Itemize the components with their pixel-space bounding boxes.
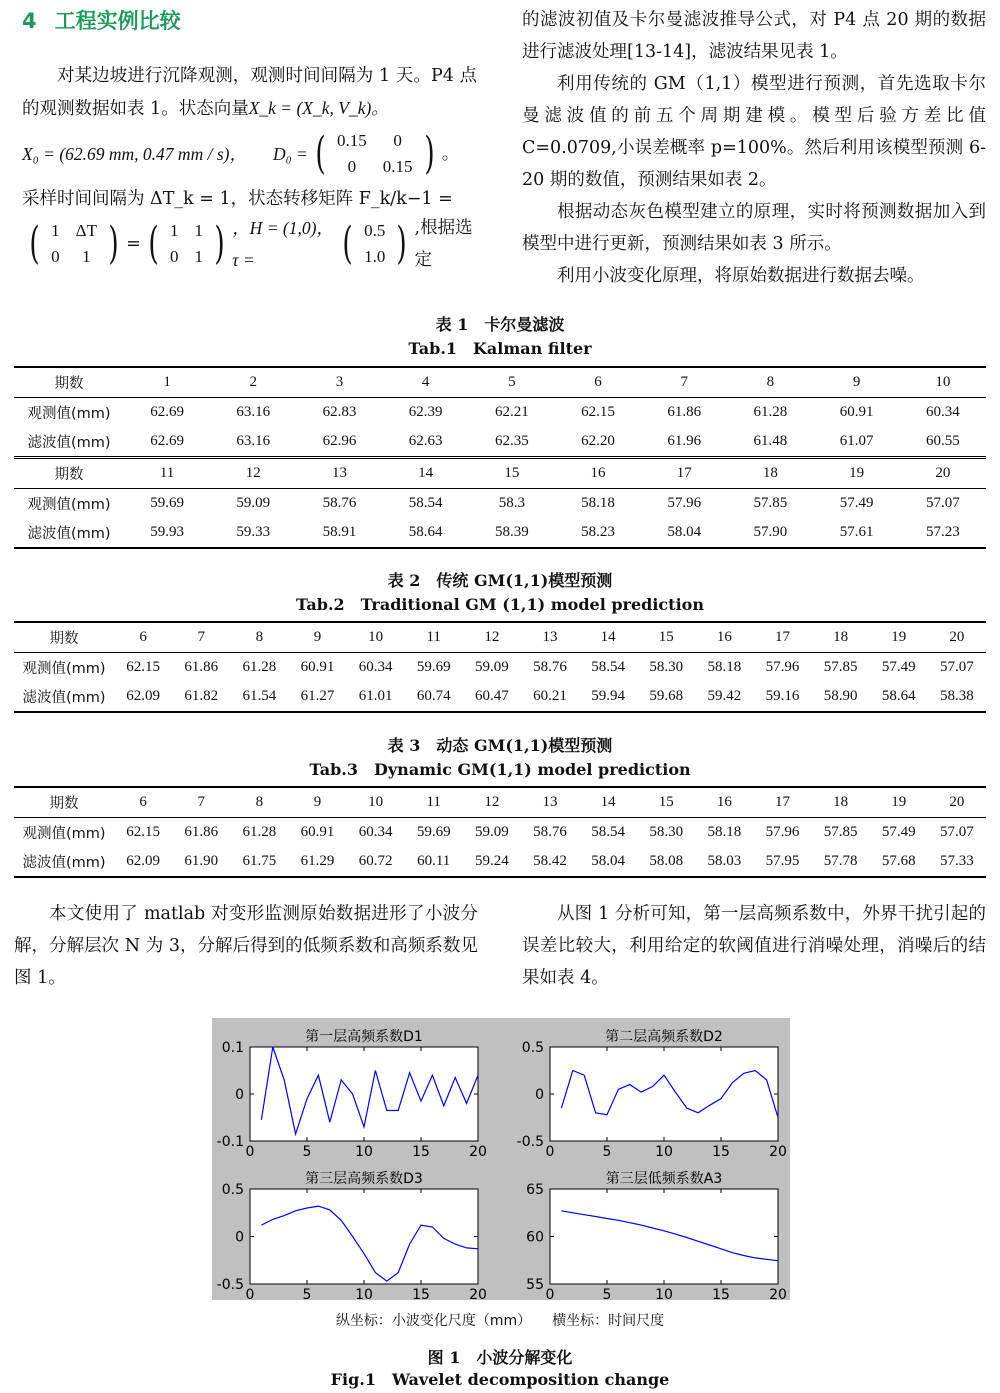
table-cell: 10 xyxy=(900,367,986,398)
table-cell: 9 xyxy=(288,787,346,818)
table-cell: 57.96 xyxy=(765,824,800,840)
table-cell: 13 xyxy=(521,622,579,653)
paragraph-wavelet: 利用小波变化原理，将原始数据进行数据去噪。 xyxy=(557,266,925,286)
figure-wavelet-panel xyxy=(212,1018,790,1300)
f-matrix-num-cell: 1 xyxy=(170,221,179,240)
row-label: 期数 xyxy=(14,787,114,818)
table-cell: 61.07 xyxy=(839,433,874,449)
table-cell: 58.76 xyxy=(533,659,567,675)
table-cell: 2 xyxy=(210,367,296,398)
y-tick-label: 0 xyxy=(235,1087,244,1103)
row-label: 观测值(mm) xyxy=(22,826,106,842)
d0-matrix-cell: 0.15 xyxy=(337,131,367,150)
table1-caption-en: Tab.1 Kalman filter xyxy=(408,339,592,358)
table2-caption-cn: 表 2 传统 GM(1,1)模型预测 xyxy=(387,571,613,590)
table-cell: 10 xyxy=(347,787,405,818)
table-cell: 13 xyxy=(296,458,382,489)
table-cell: 61.86 xyxy=(184,824,219,840)
table-cell: 61.86 xyxy=(667,404,702,420)
table-cell: 20 xyxy=(928,787,986,818)
table-cell: 57.07 xyxy=(925,495,960,511)
equation-f-h-tau: ( 1 ΔT 0 1 ) = ( 1 1 0 1 ) ，H = (1,0)，τ = ( 0.5 1.0 ) ,根据选定 xyxy=(22,215,477,273)
table-cell: 61.28 xyxy=(242,659,277,675)
row-label: 期数 xyxy=(14,622,114,653)
chart-title: 第一层高频系数D1 xyxy=(305,1029,423,1045)
table3-dynamic-gm xyxy=(14,786,986,878)
table-cell: 60.91 xyxy=(839,404,874,420)
paragraph-kalman: 的滤波初值及卡尔曼滤波推导公式，对 P4 点 20 期的数据进行滤波处理[13-14]，滤波结果见表 1。 xyxy=(522,10,986,62)
table-cell: 1 xyxy=(124,367,210,398)
table-cell: 62.20 xyxy=(581,433,615,449)
table-cell: 57.49 xyxy=(839,495,874,511)
table-cell: 58.30 xyxy=(649,659,684,675)
table-cell: 19 xyxy=(870,622,928,653)
y-tick-label: -0.1 xyxy=(216,1134,244,1150)
tau-matrix: ( 0.5 1.0 ) xyxy=(342,218,408,269)
table-cell: 59.94 xyxy=(579,682,637,712)
row-label: 滤波值(mm) xyxy=(27,435,111,451)
table-cell: 62.09 xyxy=(114,847,172,877)
table-cell: 20 xyxy=(928,622,986,653)
f-matrix-num-cell: 1 xyxy=(194,221,204,240)
table-cell: 61.27 xyxy=(288,682,346,712)
table-cell: 60.91 xyxy=(300,659,335,675)
row-label: 观测值(mm) xyxy=(22,661,106,677)
y-tick-label: 55 xyxy=(526,1277,544,1293)
table-cell: 57.96 xyxy=(765,659,800,675)
table-cell: 57.85 xyxy=(823,824,858,840)
table-cell: 8 xyxy=(230,622,288,653)
x-tick-label: 0 xyxy=(545,1287,555,1300)
table-cell: 57.68 xyxy=(870,847,928,877)
table1-caption-cn: 表 1 卡尔曼滤波 xyxy=(435,315,565,334)
table-cell: 61.28 xyxy=(753,404,788,420)
table-cell: 58.03 xyxy=(695,847,753,877)
table-cell: 61.54 xyxy=(230,682,288,712)
table-cell: 17 xyxy=(641,458,727,489)
table-cell: 6 xyxy=(114,787,172,818)
table-cell: 58.42 xyxy=(521,847,579,877)
table-cell: 60.91 xyxy=(300,824,335,840)
table-cell: 57.95 xyxy=(753,847,811,877)
plot-area xyxy=(250,1189,478,1284)
table-cell: 58.76 xyxy=(322,495,357,511)
table2-traditional-gm xyxy=(14,621,986,713)
table-cell: 20 xyxy=(900,458,986,489)
table-cell: 10 xyxy=(347,622,405,653)
y-tick-label: 0.5 xyxy=(221,1182,244,1198)
table-cell: 5 xyxy=(469,367,555,398)
bottom-left-column xyxy=(14,898,478,994)
table-cell: 60.34 xyxy=(358,824,393,840)
table-cell: 11 xyxy=(405,622,463,653)
y-tick-label: -0.5 xyxy=(216,1277,244,1293)
table-cell: 62.21 xyxy=(494,404,529,420)
table-cell: 58.23 xyxy=(555,518,641,548)
table-cell: 61.82 xyxy=(172,682,230,712)
table-cell: 11 xyxy=(405,787,463,818)
d0-label: D₀ = xyxy=(272,144,308,164)
x-tick-label: 10 xyxy=(355,1144,373,1160)
table-cell: 8 xyxy=(727,367,813,398)
table-cell: 16 xyxy=(695,622,753,653)
table-cell: 57.85 xyxy=(753,495,788,511)
table-row xyxy=(14,518,986,548)
wavelet-charts xyxy=(212,1018,790,1300)
row-label: 观测值(mm) xyxy=(27,406,111,422)
table-cell: 59.24 xyxy=(463,847,521,877)
table-cell: 58.04 xyxy=(579,847,637,877)
f-matrix-cell: 0 xyxy=(51,247,60,266)
table-cell: 61.01 xyxy=(347,682,405,712)
table-cell: 57.61 xyxy=(814,518,900,548)
table-cell: 60.55 xyxy=(925,433,960,449)
chart-title: 第三层高频系数D3 xyxy=(305,1171,423,1187)
y-tick-label: 0.1 xyxy=(221,1040,244,1056)
x-tick-label: 15 xyxy=(412,1287,430,1300)
table-cell: 57.96 xyxy=(667,495,702,511)
x-tick-label: 10 xyxy=(655,1287,673,1300)
table-cell: 62.39 xyxy=(408,404,443,420)
table-cell: 62.63 xyxy=(408,433,443,449)
table-row xyxy=(14,847,986,877)
right-column xyxy=(522,4,986,292)
figure-caption-en: Fig.1 Wavelet decomposition change xyxy=(330,1370,670,1389)
table-cell: 15 xyxy=(637,622,695,653)
table-cell: 60.74 xyxy=(405,682,463,712)
table-cell: 58.90 xyxy=(812,682,870,712)
table-cell: 58.18 xyxy=(707,824,742,840)
figure-axis-caption: 纵坐标：小波变化尺度（mm） 横坐标：时间尺度 xyxy=(335,1313,665,1329)
table-cell: 59.69 xyxy=(150,495,184,511)
table3-caption-cn: 表 3 动态 GM(1,1)模型预测 xyxy=(387,736,613,755)
table-cell: 58.54 xyxy=(591,824,625,840)
tau-matrix-cell: 0.5 xyxy=(364,221,386,240)
table-cell: 3 xyxy=(296,367,382,398)
table-cell: 16 xyxy=(695,787,753,818)
table-cell: 18 xyxy=(727,458,813,489)
table-cell: 57.90 xyxy=(727,518,813,548)
table-cell: 58.64 xyxy=(870,682,928,712)
table-cell: 8 xyxy=(230,787,288,818)
row-label: 观测值(mm) xyxy=(27,497,111,513)
x-tick-label: 15 xyxy=(412,1144,430,1160)
table-cell: 58.54 xyxy=(591,659,625,675)
table-cell: 4 xyxy=(383,367,469,398)
table-cell: 63.16 xyxy=(236,433,271,449)
table-cell: 57.33 xyxy=(928,847,986,877)
x-tick-label: 5 xyxy=(602,1287,612,1300)
paragraph-denoise: 从图 1 分析可知，第一层高频系数中，外界干扰引起的误差比较大，利用给定的软阈值进行消噪处理，消噪后的结果如表 4。 xyxy=(522,904,986,988)
table-row xyxy=(14,458,986,489)
table-cell: 11 xyxy=(124,458,210,489)
y-tick-label: 65 xyxy=(526,1182,544,1198)
paragraph-gm-dynamic: 根据动态灰色模型建立的原理，实时将预测数据加入到模型中进行更新，预测结果如表 3 所示。 xyxy=(522,202,986,254)
y-tick-label: 0 xyxy=(535,1087,544,1103)
f-matrix-symbolic: ( 1 ΔT 0 1 ) xyxy=(29,218,119,269)
table-cell: 57.49 xyxy=(881,659,916,675)
chart-title: 第二层高频系数D2 xyxy=(605,1029,723,1045)
table-cell: 62.69 xyxy=(150,433,184,449)
x-tick-label: 20 xyxy=(469,1287,487,1300)
section-number: 4 xyxy=(22,9,37,33)
y-tick-label: -0.5 xyxy=(516,1134,544,1150)
table-cell: 12 xyxy=(463,787,521,818)
table-cell: 58.04 xyxy=(641,518,727,548)
x-tick-label: 20 xyxy=(769,1144,787,1160)
table-cell: 7 xyxy=(641,367,727,398)
table-cell: 59.16 xyxy=(753,682,811,712)
table-cell: 12 xyxy=(210,458,296,489)
paragraph-matlab: 本文使用了 matlab 对变形监测原始数据进形了小波分解，分解层次 N 为 3，分解后得到的低频系数和高频系数见图 1。 xyxy=(14,904,478,988)
table-cell: 61.86 xyxy=(184,659,219,675)
table-cell: 59.69 xyxy=(416,659,451,675)
f-matrix-cell: 1 xyxy=(82,247,91,266)
table-cell: 61.48 xyxy=(753,433,788,449)
table-row xyxy=(14,653,986,683)
table-cell: 59.33 xyxy=(210,518,296,548)
x-tick-label: 0 xyxy=(545,1144,555,1160)
table-cell: 58.76 xyxy=(533,824,567,840)
table-cell: 60.72 xyxy=(347,847,405,877)
x0-formula: X₀ = (62.69 mm, 0.47 mm / s)， xyxy=(22,144,247,164)
sampling-end: ,根据选定 xyxy=(414,218,473,270)
table-cell: 63.16 xyxy=(236,404,271,420)
table-cell: 62.69 xyxy=(150,404,184,420)
table-row xyxy=(14,367,986,398)
table-cell: 62.96 xyxy=(322,433,357,449)
row-label: 滤波值(mm) xyxy=(14,847,114,877)
equation-x0-d0 xyxy=(22,125,477,183)
table-cell: 58.18 xyxy=(707,659,742,675)
table-cell: 18 xyxy=(812,622,870,653)
table-cell: 57.23 xyxy=(900,518,986,548)
d0-end: 。 xyxy=(441,144,460,164)
x-tick-label: 15 xyxy=(712,1287,730,1300)
table3-caption-en: Tab.3 Dynamic GM(1,1) model prediction xyxy=(309,760,691,779)
f-matrix-num-cell: 1 xyxy=(194,247,204,266)
y-tick-label: 60 xyxy=(526,1229,544,1246)
f-matrix-num-cell: 0 xyxy=(170,247,179,266)
x-tick-label: 0 xyxy=(245,1144,255,1160)
paragraph-intro: 对某边坡进行沉降观测，观测时间间隔为 1 天。P4 点的观测数据如表 1。状态向量X_k = (X_k, V_k)。 xyxy=(22,66,477,119)
table-cell: 58.39 xyxy=(469,518,555,548)
table-row xyxy=(14,489,986,519)
d0-matrix: ( 0.15 0 0 0.15 ) xyxy=(315,128,435,179)
d0-matrix-cell: 0 xyxy=(393,131,402,150)
table-cell: 17 xyxy=(753,787,811,818)
table-cell: 59.09 xyxy=(474,659,509,675)
d0-matrix-cell: 0 xyxy=(347,157,357,176)
table-cell: 57.07 xyxy=(940,659,974,675)
state-vector-formula: X_k = (X_k, V_k)。 xyxy=(248,98,389,118)
h-tau-formula: ，H = (1,0)，τ = xyxy=(232,218,334,270)
table-cell: 14 xyxy=(579,787,637,818)
table-cell: 14 xyxy=(579,622,637,653)
table-cell: 61.75 xyxy=(230,847,288,877)
table-row xyxy=(14,427,986,458)
table-row xyxy=(14,682,986,712)
table-cell: 58.08 xyxy=(637,847,695,877)
plot-area xyxy=(550,1189,778,1284)
table-cell: 59.69 xyxy=(416,824,451,840)
table-row xyxy=(14,622,986,653)
table-cell: 58.3 xyxy=(498,495,525,511)
x-tick-label: 0 xyxy=(245,1287,255,1300)
table-cell: 15 xyxy=(469,458,555,489)
table-cell: 18 xyxy=(812,787,870,818)
table-cell: 13 xyxy=(521,787,579,818)
table-cell: 62.09 xyxy=(114,682,172,712)
paragraph-gm-traditional: 利用传统的 GM（1,1）模型进行预测，首先选取卡尔曼滤波值的前五个周期建模。模型后验方差比值 C=0.0709,小误差概率 p=100%。然后利用该模型预测 6-20 期的数值，预测结果如表 2。 xyxy=(522,74,986,190)
x-tick-label: 5 xyxy=(302,1287,312,1300)
table-cell: 17 xyxy=(753,622,811,653)
table-cell: 57.07 xyxy=(940,824,974,840)
f-matrix-cell: 1 xyxy=(51,221,60,240)
left-column xyxy=(22,4,477,273)
paragraph-sampling: 采样时间间隔为 ΔT_k = 1，状态转移矩阵 F_k/k−1 = xyxy=(22,189,453,209)
table-cell: 57.85 xyxy=(823,659,858,675)
table-cell: 9 xyxy=(814,367,900,398)
section-title: 工程实例比较 xyxy=(54,9,181,33)
table-cell: 61.29 xyxy=(288,847,346,877)
x-tick-label: 15 xyxy=(712,1144,730,1160)
table-cell: 59.68 xyxy=(637,682,695,712)
row-label: 期数 xyxy=(14,458,124,489)
table-cell: 16 xyxy=(555,458,641,489)
table-cell: 9 xyxy=(288,622,346,653)
f-matrix-cell: ΔT xyxy=(75,221,97,240)
plot-area xyxy=(550,1047,778,1141)
table-cell: 62.15 xyxy=(126,824,160,840)
table-cell: 58.64 xyxy=(383,518,469,548)
x-tick-label: 5 xyxy=(602,1144,612,1160)
table-cell: 62.35 xyxy=(494,433,529,449)
x-tick-label: 20 xyxy=(769,1287,787,1300)
table-cell: 60.34 xyxy=(925,404,960,420)
table-cell: 6 xyxy=(114,622,172,653)
table-cell: 57.78 xyxy=(812,847,870,877)
table-cell: 58.54 xyxy=(408,495,443,511)
table-cell: 7 xyxy=(172,787,230,818)
table-cell: 60.11 xyxy=(405,847,463,877)
table-cell: 59.93 xyxy=(124,518,210,548)
section-heading xyxy=(22,4,477,38)
row-label: 滤波值(mm) xyxy=(14,682,114,712)
table-cell: 60.47 xyxy=(463,682,521,712)
table-cell: 19 xyxy=(814,458,900,489)
d0-matrix-cell: 0.15 xyxy=(382,157,413,176)
table-cell: 61.96 xyxy=(667,433,702,449)
chart-title: 第三层低频系数A3 xyxy=(605,1171,723,1187)
table-cell: 58.30 xyxy=(649,824,684,840)
table-cell: 62.15 xyxy=(581,404,615,420)
table-cell: 61.28 xyxy=(242,824,277,840)
table-cell: 14 xyxy=(383,458,469,489)
table-cell: 59.09 xyxy=(474,824,509,840)
table-cell: 57.49 xyxy=(881,824,916,840)
table-cell: 12 xyxy=(463,622,521,653)
f-matrix-numeric: ( 1 1 0 1 ) xyxy=(148,218,225,269)
bottom-right-column xyxy=(522,898,986,994)
table-row xyxy=(14,818,986,848)
x-tick-label: 5 xyxy=(302,1144,312,1160)
tau-matrix-cell: 1.0 xyxy=(364,247,386,266)
table-row xyxy=(14,787,986,818)
table1-kalman-filter xyxy=(14,366,986,549)
y-tick-label: 0 xyxy=(235,1229,244,1246)
table-cell: 15 xyxy=(637,787,695,818)
row-label: 滤波值(mm) xyxy=(14,518,124,548)
figure-caption-cn: 图 1 小波分解变化 xyxy=(427,1348,573,1367)
x-tick-label: 20 xyxy=(469,1144,487,1160)
table-cell: 6 xyxy=(555,367,641,398)
table-cell: 62.83 xyxy=(322,404,357,420)
table-cell: 58.38 xyxy=(928,682,986,712)
table-cell: 58.18 xyxy=(581,495,615,511)
table-cell: 60.21 xyxy=(521,682,579,712)
x-tick-label: 10 xyxy=(355,1287,373,1300)
table2-caption-en: Tab.2 Traditional GM (1,1) model prediction xyxy=(296,595,704,614)
table-cell: 19 xyxy=(870,787,928,818)
table-row xyxy=(14,398,986,428)
table-cell: 58.91 xyxy=(296,518,382,548)
x-tick-label: 10 xyxy=(655,1144,673,1160)
table-cell: 62.15 xyxy=(126,659,160,675)
row-label: 期数 xyxy=(14,367,124,398)
table-cell: 61.90 xyxy=(172,847,230,877)
table-cell: 60.34 xyxy=(358,659,393,675)
y-tick-label: 0.5 xyxy=(521,1040,544,1056)
table-cell: 59.09 xyxy=(236,495,271,511)
table-cell: 7 xyxy=(172,622,230,653)
table-cell: 59.42 xyxy=(695,682,753,712)
